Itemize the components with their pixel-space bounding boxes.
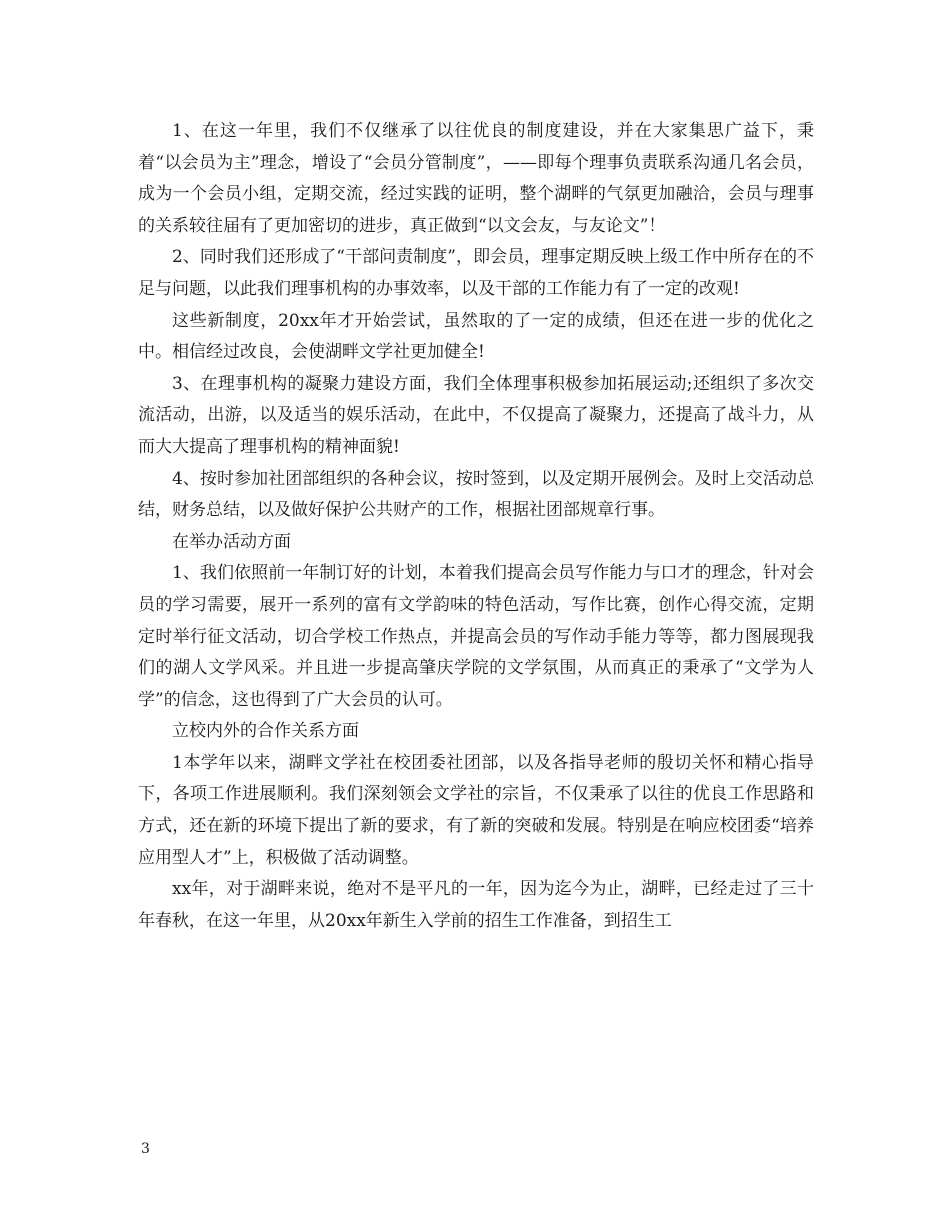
section-heading-activities: 在举办活动方面 xyxy=(172,531,291,552)
document-body xyxy=(138,116,814,937)
paragraph-4: 3、在理事机构的凝聚力建设方面，我们全体理事积极参加拓展运动;还组织了多次交流活动，出游，以及适当的娱乐活动，在此中，不仅提高了凝聚力，还提高了战斗力，从而大大提高了理事机构的精神面貌! xyxy=(138,373,814,457)
paragraph-2: 2、同时我们还形成了“干部问责制度”，即会员，理事定期反映上级工作中所存在的不足与问题，以此我们理事机构的办事效率，以及干部的工作能力有了一定的改观! xyxy=(138,247,814,299)
section-heading-cooperation: 立校内外的合作关系方面 xyxy=(172,721,359,742)
paragraph-5: 4、按时参加社团部组织的各种会议，按时签到，以及定期开展例会。及时上交活动总结，财务总结，以及做好保护公共财产的工作，根据社团部规章行事。 xyxy=(138,468,814,521)
page-number: 3 xyxy=(141,1141,150,1157)
paragraph-3: 这些新制度，20xx年才开始尝试，虽然取的了一定的成绩，但还在进一步的优化之中。相信经过改良，会使湖畔文学社更加健全! xyxy=(138,310,814,363)
paragraph-1: 1、在这一年里，我们不仅继承了以往优良的制度建设，并在大家集思广益下，秉着“以会员为主”理念，增设了“会员分管制度”，——即每个理事负责联系沟通几名会员，成为一个会员小组，定期交流，经过实践的证明，整个湖畔的气氛更加融洽，会员与理事的关系较往届有了更加密切的进步，真正做到“以文会友，与友论文”！ xyxy=(138,121,814,236)
paragraph-9: 1本学年以来，湖畔文学社在校团委社团部，以及各指导老师的殷切关怀和精心指导下，各项工作进展顺利。我们深刻领会文学社的宗旨，不仅秉承了以往的优良工作思路和方式，还在新的环境下提出了新的要求，有了新的突破和发展。特别是在响应校团委“培养应用型人才”上，积极做了活动调整。 xyxy=(138,752,814,868)
paragraph-7: 1、我们依照前一年制订好的计划，本着我们提高会员写作能力与口才的理念，针对会员的学习需要，展开一系列的富有文学韵味的特色活动，写作比赛，创作心得交流，定期定时举行征文活动，切合学校工作热点，并提高会员的写作动手能力等等，都力图展现我们的湖人文学风采。并且进一步提高肇庆学院的文学氛围，从而真正的秉承了“文学为人学”的信念，这也得到了广大会员的认可。 xyxy=(138,563,814,710)
paragraph-10: xx年，对于湖畔来说，绝对不是平凡的一年，因为迄今为止，湖畔，已经走过了三十年春秋，在这一年里，从20xx年新生入学前的招生工作准备，到招生工 xyxy=(138,879,814,931)
